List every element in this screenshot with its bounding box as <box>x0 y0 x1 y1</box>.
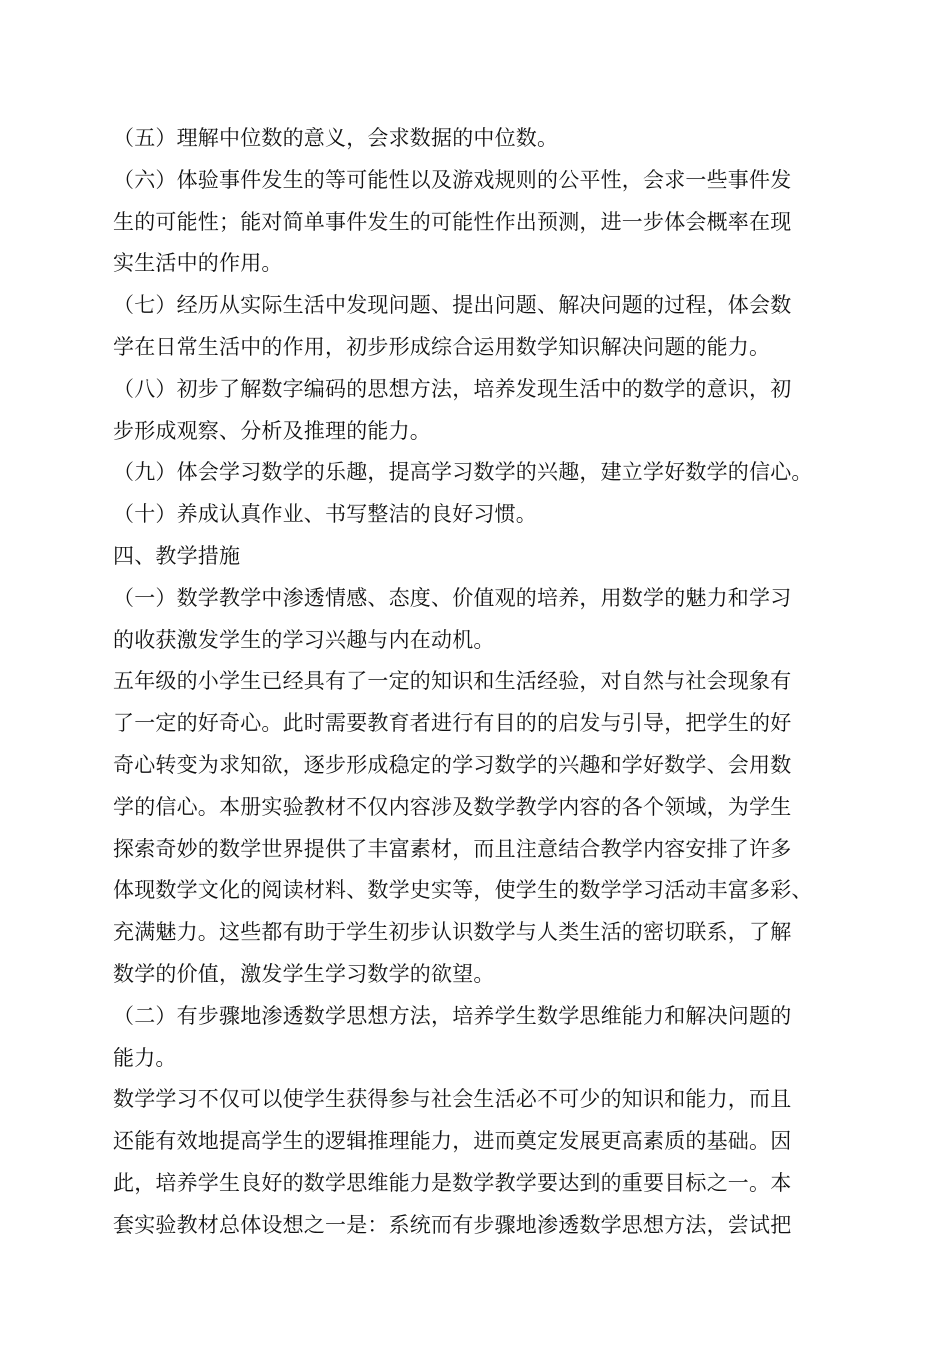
text-line: 了一定的好奇心。此时需要教育者进行有目的的启发与引导，把学生的好 <box>113 711 792 736</box>
text-line: （五）理解中位数的意义，会求数据的中位数。 <box>113 126 559 150</box>
text-line: 数学的价值，激发学生学习数学的欲望。 <box>113 961 495 986</box>
document-page <box>113 118 813 1247</box>
text-line: （十）养成认真作业、书写整洁的良好习惯。 <box>113 502 537 527</box>
text-line: （八）初步了解数字编码的思想方法，培养发现生活中的数学的意识，初 <box>113 376 792 401</box>
text-line: 实生活中的作用。 <box>113 251 283 276</box>
text-line: 能力。 <box>113 1045 177 1070</box>
text-line: 此，培养学生良好的数学思维能力是数学教学要达到的重要目标之一。本 <box>113 1170 792 1195</box>
text-line: （九）体会学习数学的乐趣，提高学习数学的兴趣，建立学好数学的信心。 <box>113 460 813 485</box>
text-line: 学在日常生活中的作用，初步形成综合运用数学知识解决问题的能力。 <box>113 334 771 359</box>
text-line: 还能有效地提高学生的逻辑推理能力，进而奠定发展更高素质的基础。因 <box>113 1129 792 1154</box>
text-line: 奇心转变为求知欲，逐步形成稳定的学习数学的兴趣和学好数学、会用数 <box>113 752 792 777</box>
section-heading: 四、教学措施 <box>113 543 241 568</box>
text-line: （二）有步骤地渗透数学思想方法，培养学生数学思维能力和解决问题的 <box>113 1003 792 1028</box>
text-line: 体现数学文化的阅读材料、数学史实等，使学生的数学学习活动丰富多彩、 <box>113 878 813 903</box>
text-line: 套实验教材总体设想之一是：系统而有步骤地渗透数学思想方法，尝试把 <box>113 1212 792 1237</box>
text-line: （六）体验事件发生的等可能性以及游戏规则的公平性，会求一些事件发 <box>113 167 792 192</box>
text-line: 探索奇妙的数学世界提供了丰富素材，而且注意结合教学内容安排了许多 <box>113 836 792 861</box>
text-line: 充满魅力。这些都有助于学生初步认识数学与人类生活的密切联系，了解 <box>113 920 792 945</box>
text-line: 生的可能性；能对简单事件发生的可能性作出预测，进一步体会概率在现 <box>113 209 792 234</box>
text-line: 的收获激发学生的学习兴趣与内在动机。 <box>113 627 495 652</box>
text-line: 步形成观察、分析及推理的能力。 <box>113 418 431 443</box>
text-line: （七）经历从实际生活中发现问题、提出问题、解决问题的过程，体会数 <box>113 293 792 318</box>
text-line: 数学学习不仅可以使学生获得参与社会生活必不可少的知识和能力，而且 <box>113 1087 792 1112</box>
text-line: 五年级的小学生已经具有了一定的知识和生活经验，对自然与社会现象有 <box>113 669 792 694</box>
text-line: （一）数学教学中渗透情感、态度、价值观的培养，用数学的魅力和学习 <box>113 585 792 610</box>
text-line: 学的信心。本册实验教材不仅内容涉及数学教学内容的各个领域，为学生 <box>113 794 792 819</box>
